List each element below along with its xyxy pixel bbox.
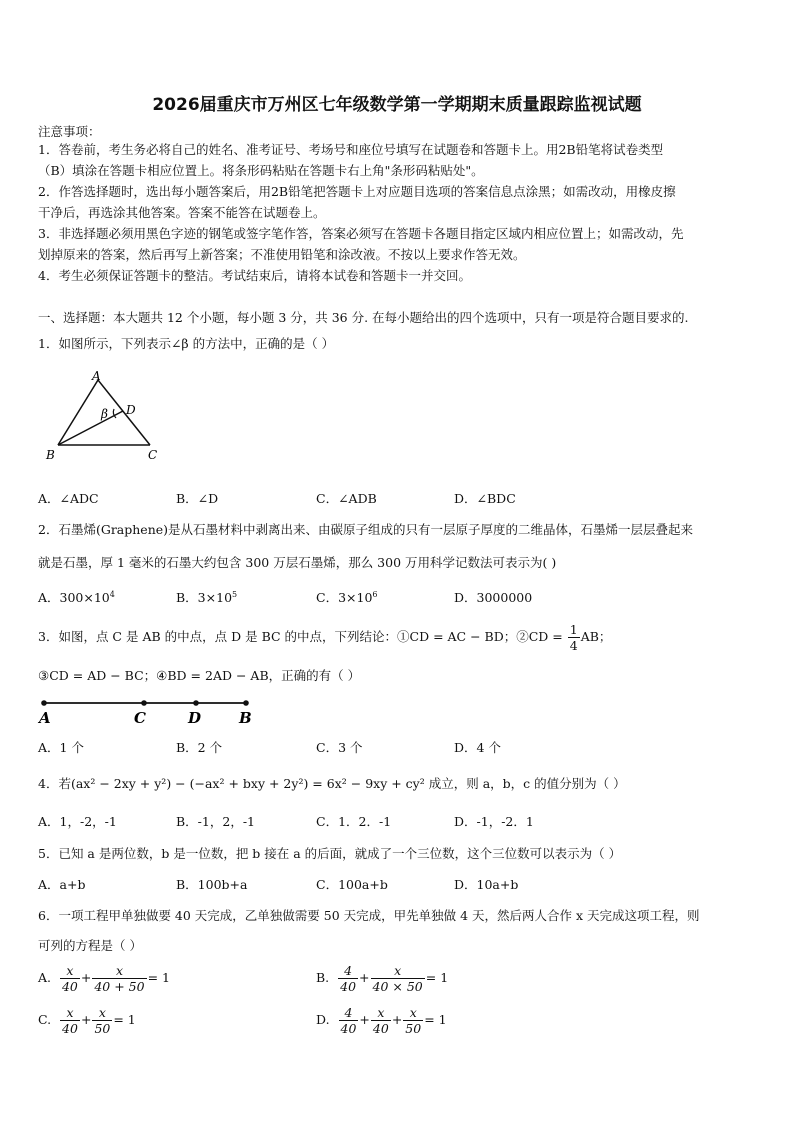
q3-fraction-denominator: 4 [569, 638, 578, 653]
notice-line: （B）填涂在答题卡相应位置上。将条形码粘贴在答题卡右上角"条形码粘贴处"。 [38, 163, 484, 178]
q3-segment-figure [36, 694, 266, 728]
q3-label-a: A [39, 709, 51, 727]
q6-a-frac1-num: x [60, 963, 80, 979]
q6-a-frac2-num: x [92, 963, 146, 979]
q6-line1: 6．一项工程甲单独做要 40 天完成，乙单独做需要 50 天完成，甲先单独做 4 天，然后两人合作 x 天完成这项工程，则 [38, 908, 700, 923]
q6-a-frac2-den: 40 + 50 [94, 979, 145, 994]
q3-option-c[interactable]: C．3 个 [316, 740, 363, 755]
q2-option-b-exponent: 5 [232, 589, 238, 599]
q3-fraction-numerator: 1 [569, 622, 578, 637]
q3-line1-tail: AB； [580, 629, 612, 644]
q6-b-rhs: = 1 [425, 970, 449, 985]
q4-option-c[interactable]: C．1．2．-1 [316, 814, 392, 829]
q1-label-beta: β [101, 407, 108, 421]
q3-line1 [38, 622, 611, 653]
q1-label-d: D [126, 403, 136, 417]
q3-line2: ③CD = AD − BC；④BD = 2AD − AB，正确的有（ ） [38, 668, 361, 683]
notice-heading: 注意事项： [38, 124, 101, 139]
q3-label-d: D [188, 709, 202, 727]
q6-d-frac2-den: 40 [372, 1021, 389, 1036]
q2-option-a-exponent: 4 [109, 589, 115, 599]
q2-option-c[interactable] [316, 588, 378, 606]
q6-b-plus: + [359, 970, 370, 985]
q6-option-c-label: C. [38, 1012, 52, 1027]
q1-triangle-figure [40, 368, 170, 464]
q6-d-plus2: + [391, 1012, 403, 1027]
q2-option-c-exponent: 6 [372, 589, 378, 599]
q6-c-frac2-den: 50 [94, 1021, 111, 1036]
q6-d-frac1-den: 40 [340, 1021, 357, 1036]
q2-option-b[interactable] [176, 588, 237, 606]
q6-d-frac3-num: x [403, 1005, 423, 1021]
q6-b-frac2-num: x [371, 963, 425, 979]
q6-c-plus: + [80, 1012, 92, 1027]
q2-line2: 就是石墨，厚 1 毫米的石墨大约包含 300 万层石墨烯，那么 300 万用科学记数法可表示为( ) [38, 555, 557, 570]
q6-d-frac2-num: x [371, 1005, 391, 1021]
q3-label-b: B [239, 709, 252, 727]
q6-option-a[interactable] [38, 962, 170, 994]
q1-label-b: B [46, 448, 55, 462]
q3-line1-text: 3．如图，点 C 是 AB 的中点，点 D 是 BC 的中点，下列结论：①CD = AC − BD；②CD = [38, 629, 567, 644]
q2-option-c-base: C．3×10 [316, 590, 373, 605]
q6-a-plus: + [80, 970, 92, 985]
q4-option-a[interactable]: A．1，-2，-1 [38, 814, 117, 829]
page-title: 2026届重庆市万州区七年级数学第一学期期末质量跟踪监视试题 [152, 95, 642, 115]
q3-option-b[interactable]: B．2 个 [176, 740, 223, 755]
q5-option-b[interactable]: B．100b+a [176, 877, 248, 892]
q3-option-a[interactable]: A．1 个 [38, 740, 84, 755]
q3-fraction [568, 622, 580, 653]
q6-option-b-label: B. [316, 970, 330, 985]
q4-option-d[interactable]: D．-1，-2．1 [454, 814, 534, 829]
q3-label-c: C [134, 709, 146, 727]
q5-option-a[interactable]: A．a+b [38, 877, 86, 892]
q6-a-rhs: = 1 [147, 970, 170, 985]
q5-option-c[interactable]: C．100a+b [316, 877, 388, 892]
q6-line2: 可列的方程是（ ） [38, 938, 142, 953]
q3-point-a [41, 700, 47, 706]
q6-c-frac2-num: x [92, 1005, 112, 1021]
q6-d-rhs: = 1 [424, 1012, 447, 1027]
q5-stem: 5．已知 a 是两位数，b 是一位数，把 b 接在 a 的后面，就成了一个三位数，这个三位数可以表示为（ ） [38, 846, 622, 861]
q4-option-b[interactable]: B．-1，2，-1 [176, 814, 255, 829]
q1-option-b[interactable]: B．∠D [176, 491, 219, 506]
q6-option-d[interactable] [316, 1004, 447, 1036]
q1-option-a[interactable]: A．∠ADC [38, 491, 99, 506]
q3-point-d [193, 700, 199, 706]
notice-line: 1．答卷前，考生务必将自己的姓名、准考证号、考场号和座位号填写在试题卷和答题卡上。用2B铅笔将试卷类型 [38, 142, 664, 157]
q5-option-d[interactable]: D．10a+b [454, 877, 519, 892]
q6-b-frac1-den: 40 [340, 979, 357, 994]
q6-c-rhs: = 1 [113, 1012, 136, 1027]
q6-option-c[interactable] [38, 1004, 136, 1036]
q1-option-d[interactable]: D．∠BDC [454, 491, 516, 506]
q2-option-d[interactable]: D．3000000 [454, 590, 533, 605]
q6-option-b[interactable] [316, 962, 448, 994]
q2-option-a[interactable] [38, 588, 115, 606]
q6-d-frac3-den: 50 [405, 1021, 422, 1036]
notice-line: 2．作答选择题时，选出每小题答案后，用2B铅笔把答题卡上对应题目选项的答案信息点涂黑；如需改动，用橡皮擦 [38, 184, 676, 199]
q6-d-plus: + [359, 1012, 370, 1027]
section-heading: 一、选择题：本大题共 12 个小题，每小题 3 分，共 36 分. 在每小题给出的四个选项中，只有一项是符合题目要求的. [38, 310, 689, 325]
q1-label-c: C [148, 448, 158, 462]
notice-line: 划掉原来的答案，然后再写上新答案；不准使用铅笔和涂改液。不按以上要求作答无效。 [38, 247, 526, 262]
notice-line: 3．非选择题必须用黑色字迹的钢笔或签字笔作答，答案必须写在答题卡各题目指定区域内相应位置上；如需改动，先 [38, 226, 684, 241]
q1-label-a: A [92, 369, 101, 383]
q1-option-c[interactable]: C．∠ADB [316, 491, 377, 506]
notice-line: 干净后，再选涂其他答案。答案不能答在试题卷上。 [38, 205, 326, 220]
q6-c-frac1-den: 40 [62, 1021, 78, 1036]
q6-b-frac1-num: 4 [338, 963, 358, 979]
q2-option-b-base: B．3×10 [176, 590, 233, 605]
q2-line1: 2．石墨烯(Graphene)是从石墨材料中剥离出来、由碳原子组成的只有一层原子厚度的二维晶体，石墨烯一层层叠起来 [38, 522, 694, 537]
q6-c-frac1-num: x [60, 1005, 80, 1021]
q6-a-frac1-den: 40 [61, 979, 78, 994]
q2-option-a-base: A．300×10 [38, 590, 110, 605]
q4-stem: 4．若(ax² − 2xy + y²) − (−ax² + bxy + 2y²) = 6x² − 9xy + cy² 成立，则 a，b，c 的值分别为（ ） [38, 776, 626, 791]
q3-point-c [141, 700, 147, 706]
q3-option-d[interactable]: D．4 个 [454, 740, 501, 755]
q1-stem: 1．如图所示，下列表示∠β 的方法中，正确的是（ ） [38, 336, 335, 351]
q3-point-b [243, 700, 249, 706]
q6-option-a-label: A. [38, 970, 52, 985]
notice-line: 4．考生必须保证答题卡的整洁。考试结束后，请将本试卷和答题卡一并交回。 [38, 268, 471, 283]
q6-d-frac1-num: 4 [339, 1005, 359, 1021]
q6-option-d-label: D. [316, 1012, 330, 1027]
q6-b-frac2-den: 40 × 50 [372, 979, 423, 994]
